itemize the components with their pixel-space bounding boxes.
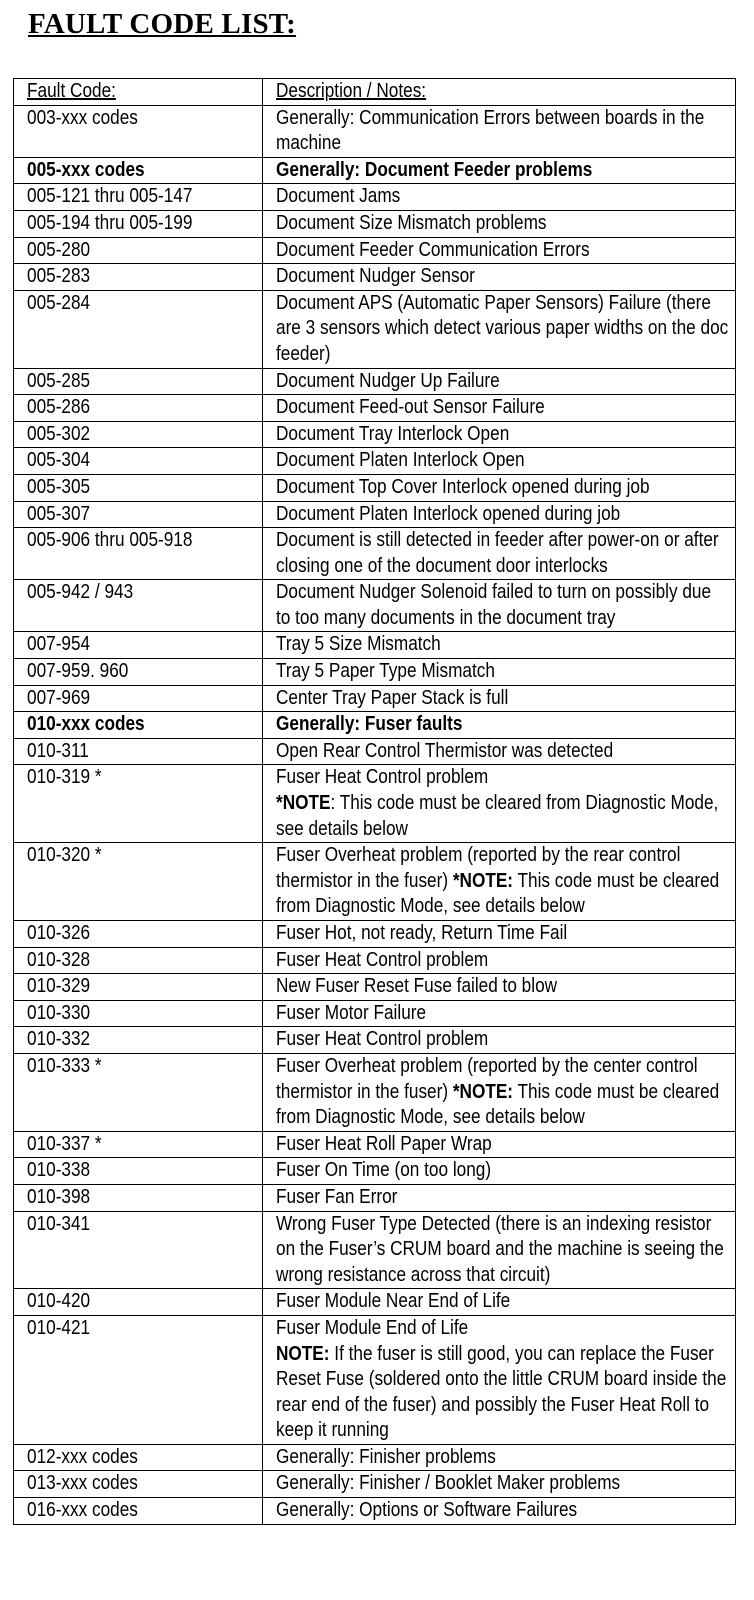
table-row — [14, 685, 736, 712]
description-cell: Document Nudger Solenoid failed to turn on possibly due to too many documents in the document tray — [263, 580, 736, 632]
table-row — [14, 1131, 736, 1158]
table-row — [14, 1471, 736, 1498]
fault-code-cell: 010-328 — [14, 947, 263, 974]
note-label: *NOTE: — [452, 1080, 514, 1103]
note-label: NOTE: — [276, 1342, 330, 1365]
fault-code-cell: 010-421 — [14, 1315, 263, 1444]
description-cell: Fuser Fan Error — [263, 1184, 736, 1211]
description-cell: Fuser Heat Roll Paper Wrap — [263, 1131, 736, 1158]
table-row — [14, 974, 736, 1001]
description-cell: Center Tray Paper Stack is full — [263, 685, 736, 712]
table-row — [14, 421, 736, 448]
description-cell: Tray 5 Paper Type Mismatch — [263, 659, 736, 686]
fault-code-cell: 007-959. 960 — [14, 659, 263, 686]
fault-code-cell: 010-333 * — [14, 1053, 263, 1131]
table-row — [14, 368, 736, 395]
description-cell: Fuser Module End of Life NOTE: If the fuser is still good, you can replace the Fuser Reset Fuse (soldered onto the little CRUM board inside the rear end of the fuser) and possibly the Fuser Heat Roll to keep it running — [263, 1315, 736, 1444]
description-cell: Generally: Fuser faults — [263, 712, 736, 739]
fault-code-cell: 010-329 — [14, 974, 263, 1001]
table-row — [14, 237, 736, 264]
table-row — [14, 105, 736, 157]
description-cell: Document Nudger Sensor — [263, 264, 736, 291]
table-row — [14, 765, 736, 843]
table-row — [14, 1000, 736, 1027]
fault-code-cell: 005-304 — [14, 448, 263, 475]
table-row — [14, 947, 736, 974]
fault-code-cell: 005-121 thru 005-147 — [14, 184, 263, 211]
fault-code-cell: 005-194 thru 005-199 — [14, 210, 263, 237]
description-cell: Fuser Overheat problem (reported by the center control thermistor in the fuser) *NOTE: This code must be cleared from Diagnostic Mode, see details below — [263, 1053, 736, 1131]
fault-code-cell: 005-286 — [14, 395, 263, 422]
description-cell: Fuser Motor Failure — [263, 1000, 736, 1027]
fault-code-cell: 010-320 * — [14, 843, 263, 921]
description-cell: Document Top Cover Interlock opened during job — [263, 474, 736, 501]
fault-code-cell: 010-xxx codes — [14, 712, 263, 739]
fault-code-cell: 007-969 — [14, 685, 263, 712]
fault-code-cell: 010-330 — [14, 1000, 263, 1027]
table-row — [14, 395, 736, 422]
table-row — [14, 210, 736, 237]
description-cell: New Fuser Reset Fuse failed to blow — [263, 974, 736, 1001]
fault-code-table — [13, 78, 736, 1525]
table-row — [14, 157, 736, 184]
fault-code-cell: 005-305 — [14, 474, 263, 501]
note-label: *NOTE — [276, 792, 331, 815]
description-cell: Document Tray Interlock Open — [263, 421, 736, 448]
table-row — [14, 1498, 736, 1525]
table-row — [14, 1158, 736, 1185]
table-row — [14, 580, 736, 632]
fault-code-cell: 016-xxx codes — [14, 1498, 263, 1525]
fault-code-cell: 003-xxx codes — [14, 105, 263, 157]
description-cell: Fuser Module Near End of Life — [263, 1289, 736, 1316]
table-row — [14, 1184, 736, 1211]
fault-code-cell: 010-338 — [14, 1158, 263, 1185]
fault-code-cell: 005-280 — [14, 237, 263, 264]
description-cell: Fuser Heat Control problem — [263, 1027, 736, 1054]
fault-code-cell: 010-311 — [14, 738, 263, 765]
description-cell: Generally: Finisher / Booklet Maker problems — [263, 1471, 736, 1498]
note-label: *NOTE: — [452, 869, 514, 892]
description-cell: Fuser Hot, not ready, Return Time Fail — [263, 921, 736, 948]
column-header-description: Description / Notes: — [263, 79, 736, 106]
fault-code-cell: 005-906 thru 005-918 — [14, 528, 263, 580]
description-cell: Generally: Communication Errors between boards in the machine — [263, 105, 736, 157]
description-cell: Fuser Heat Control problem *NOTE: This code must be cleared from Diagnostic Mode, see details below — [263, 765, 736, 843]
table-row — [14, 632, 736, 659]
table-row — [14, 738, 736, 765]
description-cell: Generally: Finisher problems — [263, 1444, 736, 1471]
fault-code-cell: 013-xxx codes — [14, 1471, 263, 1498]
table-row — [14, 712, 736, 739]
description-cell: Fuser Heat Control problem — [263, 947, 736, 974]
table-row — [14, 921, 736, 948]
table-row — [14, 184, 736, 211]
fault-code-cell: 010-398 — [14, 1184, 263, 1211]
table-row — [14, 1289, 736, 1316]
table-row — [14, 290, 736, 368]
fault-code-cell: 005-302 — [14, 421, 263, 448]
description-cell: Document Feed-out Sensor Failure — [263, 395, 736, 422]
description-cell: Document APS (Automatic Paper Sensors) Failure (there are 3 sensors which detect various paper widths on the doc feeder) — [263, 290, 736, 368]
fault-code-cell: 010-319 * — [14, 765, 263, 843]
table-row — [14, 501, 736, 528]
page-title: FAULT CODE LIST: — [28, 8, 297, 40]
description-cell: Document Nudger Up Failure — [263, 368, 736, 395]
table-row — [14, 1053, 736, 1131]
description-cell: Document Platen Interlock opened during job — [263, 501, 736, 528]
fault-code-cell: 010-332 — [14, 1027, 263, 1054]
fault-code-cell: 005-284 — [14, 290, 263, 368]
table-row — [14, 1211, 736, 1289]
description-cell: Document Size Mismatch problems — [263, 210, 736, 237]
description-cell: Tray 5 Size Mismatch — [263, 632, 736, 659]
fault-code-cell: 005-307 — [14, 501, 263, 528]
table-header-row — [14, 79, 736, 106]
description-cell: Generally: Options or Software Failures — [263, 1498, 736, 1525]
fault-code-cell: 012-xxx codes — [14, 1444, 263, 1471]
table-row — [14, 448, 736, 475]
fault-code-cell: 005-xxx codes — [14, 157, 263, 184]
description-cell: Document Jams — [263, 184, 736, 211]
fault-code-cell: 005-283 — [14, 264, 263, 291]
fault-code-cell: 010-337 * — [14, 1131, 263, 1158]
description-cell: Fuser Overheat problem (reported by the rear control thermistor in the fuser) *NOTE: This code must be cleared from Diagnostic Mode, see details below — [263, 843, 736, 921]
fault-code-cell: 010-341 — [14, 1211, 263, 1289]
fault-code-cell: 010-420 — [14, 1289, 263, 1316]
description-cell: Fuser On Time (on too long) — [263, 1158, 736, 1185]
description-cell: Document Platen Interlock Open — [263, 448, 736, 475]
table-row — [14, 264, 736, 291]
fault-code-cell: 005-285 — [14, 368, 263, 395]
fault-code-cell: 007-954 — [14, 632, 263, 659]
table-row — [14, 1444, 736, 1471]
table-row — [14, 843, 736, 921]
description-cell: Generally: Document Feeder problems — [263, 157, 736, 184]
fault-code-cell: 005-942 / 943 — [14, 580, 263, 632]
table-row — [14, 659, 736, 686]
description-cell: Document is still detected in feeder after power-on or after closing one of the document door interlocks — [263, 528, 736, 580]
table-row — [14, 1027, 736, 1054]
column-header-fault-code: Fault Code: — [14, 79, 263, 106]
table-row — [14, 528, 736, 580]
table-row — [14, 474, 736, 501]
fault-code-cell: 010-326 — [14, 921, 263, 948]
table-row — [14, 1315, 736, 1444]
description-cell: Open Rear Control Thermistor was detected — [263, 738, 736, 765]
description-cell: Document Feeder Communication Errors — [263, 237, 736, 264]
description-cell: Wrong Fuser Type Detected (there is an indexing resistor on the Fuser’s CRUM board and the machine is seeing the wrong resistance across that circuit) — [263, 1211, 736, 1289]
